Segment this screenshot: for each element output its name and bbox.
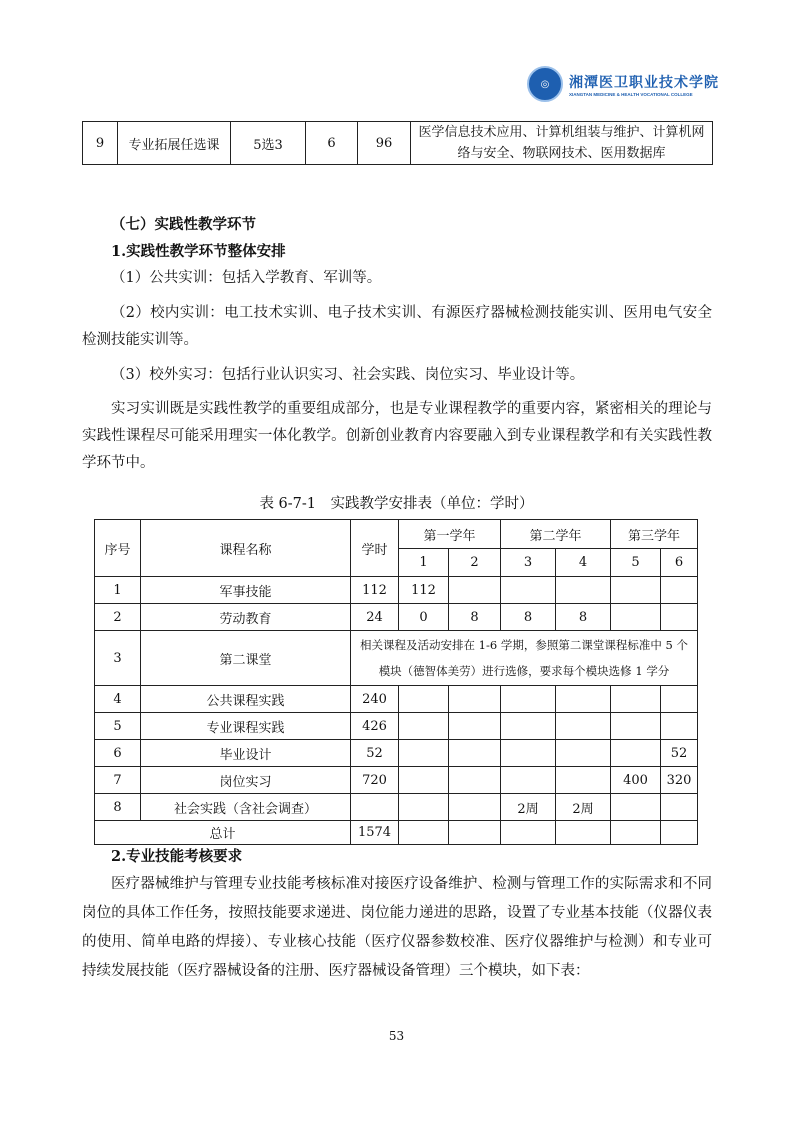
page-number: 53 (388, 1029, 405, 1043)
cell (501, 686, 556, 713)
cell (501, 767, 556, 794)
cell: 8 (449, 604, 501, 631)
cell: 第二课堂 (141, 631, 351, 686)
cell: 社会实践（含社会调查） (141, 794, 351, 821)
table-row (83, 122, 713, 165)
table-row (95, 767, 698, 794)
cell (449, 740, 501, 767)
cell: 7 (95, 767, 141, 794)
cell: 1 (95, 577, 141, 604)
cell (351, 794, 399, 821)
cell: 专业拓展任选课 (118, 122, 231, 165)
cell (556, 740, 611, 767)
cell (399, 686, 449, 713)
cell: 426 (351, 713, 399, 740)
cell: 3 (95, 631, 141, 686)
header-term: 3 (501, 549, 556, 577)
cell: 52 (661, 740, 698, 767)
table-row (95, 713, 698, 740)
table-row (95, 604, 698, 631)
cell: 9 (83, 122, 118, 165)
cell (449, 577, 501, 604)
cell (611, 740, 661, 767)
cell (611, 577, 661, 604)
cell: 5选3 (231, 122, 306, 165)
cell (449, 794, 501, 821)
cell (661, 794, 698, 821)
cell (611, 686, 661, 713)
cell (661, 604, 698, 631)
cell (556, 713, 611, 740)
cell: 2周 (556, 794, 611, 821)
total-value: 1574 (351, 821, 399, 845)
cell: 240 (351, 686, 399, 713)
header-name: 课程名称 (141, 520, 351, 577)
cell: 2周 (501, 794, 556, 821)
cell: 军事技能 (141, 577, 351, 604)
header-term: 4 (556, 549, 611, 577)
header-year3: 第三学年 (611, 520, 698, 549)
cell: 8 (95, 794, 141, 821)
cell (661, 686, 698, 713)
course-table-tail (82, 121, 713, 165)
header-year2: 第二学年 (501, 520, 611, 549)
header-term: 6 (661, 549, 698, 577)
cell: 320 (661, 767, 698, 794)
practice-table (94, 519, 698, 845)
cell (399, 740, 449, 767)
cell: 112 (351, 577, 399, 604)
table-row (95, 631, 698, 686)
cell: 112 (399, 577, 449, 604)
paragraph: （1）公共实训：包括入学教育、军训等。 (111, 270, 382, 286)
subsection-title: 2.专业技能考核要求 (111, 848, 243, 865)
table-row (95, 794, 698, 821)
cell (449, 767, 501, 794)
cell: 5 (95, 713, 141, 740)
paragraph: （3）校外实习：包括行业认识实习、社会实践、岗位实习、毕业设计等。 (111, 367, 585, 383)
seal-icon: ◎ (527, 66, 563, 102)
table-caption: 表 6-7-1 实践教学安排表（单位：学时） (259, 496, 534, 512)
cell (611, 713, 661, 740)
header-hours: 学时 (351, 520, 399, 577)
logo-name: 湘潭医卫职业技术学院 (569, 74, 719, 91)
cell (399, 794, 449, 821)
cell (556, 577, 611, 604)
cell: 24 (351, 604, 399, 631)
cell (449, 686, 501, 713)
cell (501, 577, 556, 604)
cell: 专业课程实践 (141, 713, 351, 740)
cell: 相关课程及活动安排在 1-6 学期，参照第二课堂课程标准中 5 个模块（德智体美劳）进行选修，要求每个模块选修 1 学分 (351, 631, 698, 686)
cell: 8 (556, 604, 611, 631)
header-term: 5 (611, 549, 661, 577)
cell (556, 767, 611, 794)
cell (661, 577, 698, 604)
cell (501, 740, 556, 767)
cell (556, 686, 611, 713)
paragraph: （2）校内实训：电工技术实训、电子技术实训、有源医疗器械检测技能实训、医用电气安全检测技能实训等。 (82, 305, 712, 348)
cell (501, 713, 556, 740)
total-label: 总计 (95, 821, 351, 845)
table-row (95, 740, 698, 767)
cell: 0 (399, 604, 449, 631)
cell: 2 (95, 604, 141, 631)
cell: 医学信息技术应用、计算机组装与维护、计算机网络与安全、物联网技术、医用数据库 (411, 122, 713, 165)
subsection-title: 1.实践性教学环节整体安排 (111, 243, 286, 260)
cell: 52 (351, 740, 399, 767)
cell: 8 (501, 604, 556, 631)
cell: 720 (351, 767, 399, 794)
cell: 6 (95, 740, 141, 767)
table-row (95, 686, 698, 713)
cell: 400 (611, 767, 661, 794)
paragraph: 实习实训既是实践性教学的重要组成部分，也是专业课程教学的重要内容，紧密相关的理论与实践性课程尽可能采用理实一体化教学。创新创业教育内容要融入到专业课程教学和有关实践性教学环节中。 (82, 401, 712, 471)
cell: 毕业设计 (141, 740, 351, 767)
paragraph: 医疗器械维护与管理专业技能考核标准对接医疗设备维护、检测与管理工作的实际需求和不同岗位的具体工作任务，按照技能要求递进、岗位能力递进的思路，设置了专业基本技能（仪器仪表的使用、简单电路的焊接）、专业核心技能（医疗仪器参数校准、医疗仪器维护与检测）和专业可持续发展技能（医疗器械设备的注册、医疗器械设备管理）三个模块，如下表： (82, 876, 712, 979)
table-row (95, 577, 698, 604)
cell: 6 (306, 122, 358, 165)
cell: 96 (358, 122, 411, 165)
college-logo (527, 66, 719, 102)
cell: 岗位实习 (141, 767, 351, 794)
section-title: （七）实践性教学环节 (111, 216, 256, 233)
cell (449, 713, 501, 740)
header-year1: 第一学年 (399, 520, 501, 549)
cell: 公共课程实践 (141, 686, 351, 713)
cell: 4 (95, 686, 141, 713)
header-term: 1 (399, 549, 449, 577)
cell (611, 794, 661, 821)
total-row (95, 821, 698, 845)
header-no: 序号 (95, 520, 141, 577)
logo-en: XIANGTAN MEDICINE & HEALTH VOCATIONAL COLLEGE (569, 91, 693, 97)
header-term: 2 (449, 549, 501, 577)
cell: 劳动教育 (141, 604, 351, 631)
cell (611, 604, 661, 631)
cell (661, 713, 698, 740)
cell (399, 713, 449, 740)
cell (399, 767, 449, 794)
